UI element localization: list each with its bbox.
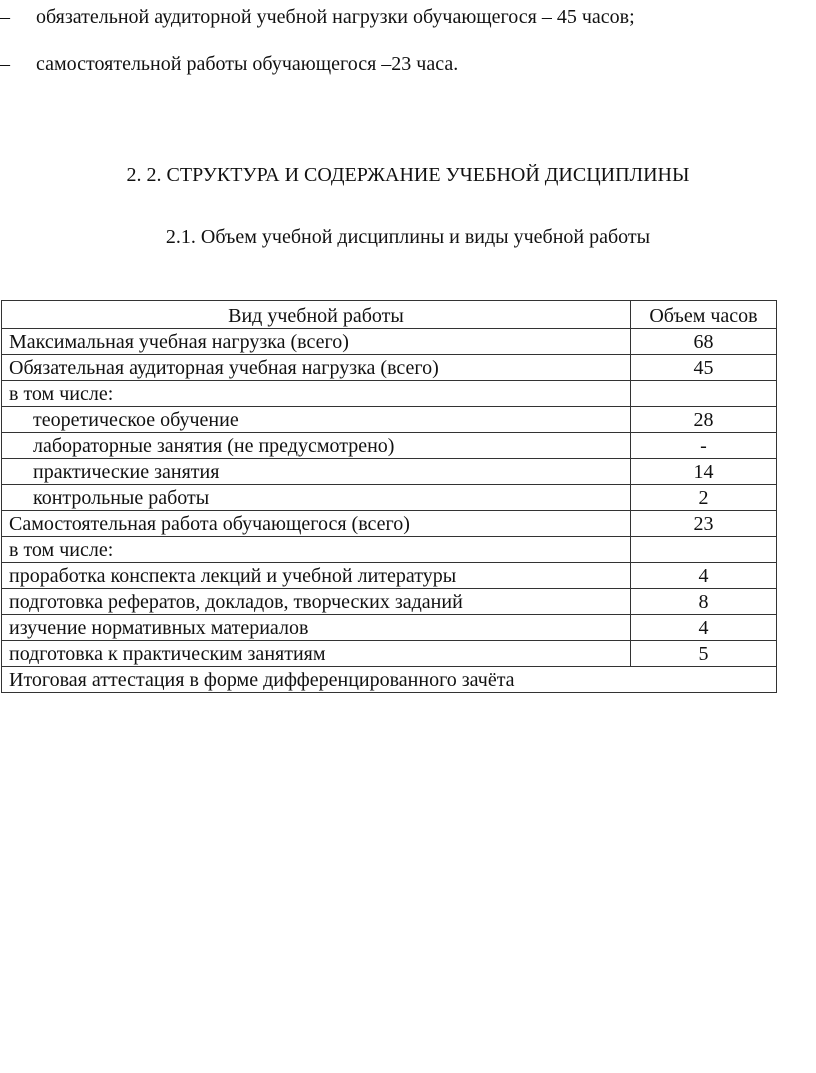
row-label: Обязательная аудиторная учебная нагрузка (всего): [2, 355, 631, 381]
row-value: 2: [631, 485, 777, 511]
row-value: 68: [631, 329, 777, 355]
table-header-row: [2, 301, 777, 329]
row-value: [631, 381, 777, 407]
table-row: [2, 433, 777, 459]
table-row: [2, 563, 777, 589]
row-label: теоретическое обучение: [2, 407, 631, 433]
table-row: [2, 485, 777, 511]
table-row: [2, 537, 777, 563]
row-value: 4: [631, 563, 777, 589]
row-label: изучение нормативных материалов: [2, 615, 631, 641]
row-value: -: [631, 433, 777, 459]
row-value: 23: [631, 511, 777, 537]
row-label: подготовка рефератов, докладов, творческих заданий: [2, 589, 631, 615]
table-row: [2, 511, 777, 537]
row-label: Максимальная учебная нагрузка (всего): [2, 329, 631, 355]
row-label: контрольные работы: [2, 485, 631, 511]
row-label: в том числе:: [2, 381, 631, 407]
table-row: [2, 641, 777, 667]
section-title: 2. 2. СТРУКТУРА И СОДЕРЖАНИЕ УЧЕБНОЙ ДИСЦИПЛИНЫ: [126, 164, 690, 186]
row-label: в том числе:: [2, 537, 631, 563]
row-value: 4: [631, 615, 777, 641]
row-value: [631, 537, 777, 563]
list-dash: –: [0, 53, 10, 75]
subsection-title: 2.1. Объем учебной дисциплины и виды учебной работы: [165, 226, 651, 248]
row-value: 28: [631, 407, 777, 433]
table-row: [2, 459, 777, 485]
row-label: лабораторные занятия (не предусмотрено): [2, 433, 631, 459]
column-header-work-type: Вид учебной работы: [2, 301, 631, 329]
table-row: [2, 589, 777, 615]
table-row: [2, 381, 777, 407]
row-label: подготовка к практическим занятиям: [2, 641, 631, 667]
row-label: проработка конспекта лекций и учебной литературы: [2, 563, 631, 589]
table-footer-row: [2, 667, 777, 693]
row-label: практические занятия: [2, 459, 631, 485]
column-header-hours: Объем часов: [631, 301, 777, 329]
table-row: [2, 615, 777, 641]
row-label: Самостоятельная работа обучающегося (всего): [2, 511, 631, 537]
table-row: [2, 329, 777, 355]
row-value: 14: [631, 459, 777, 485]
row-value: 8: [631, 589, 777, 615]
final-assessment: Итоговая аттестация в форме дифференцированного зачёта: [2, 667, 777, 693]
workload-table: [1, 300, 777, 693]
intro-item-text: обязательной аудиторной учебной нагрузки обучающегося – 45 часов;: [36, 6, 635, 28]
table-row: [2, 407, 777, 433]
table-row: [2, 355, 777, 381]
list-dash: –: [0, 6, 10, 28]
intro-item-text: самостоятельной работы обучающегося –23 часа.: [36, 53, 459, 75]
row-value: 45: [631, 355, 777, 381]
row-value: 5: [631, 641, 777, 667]
